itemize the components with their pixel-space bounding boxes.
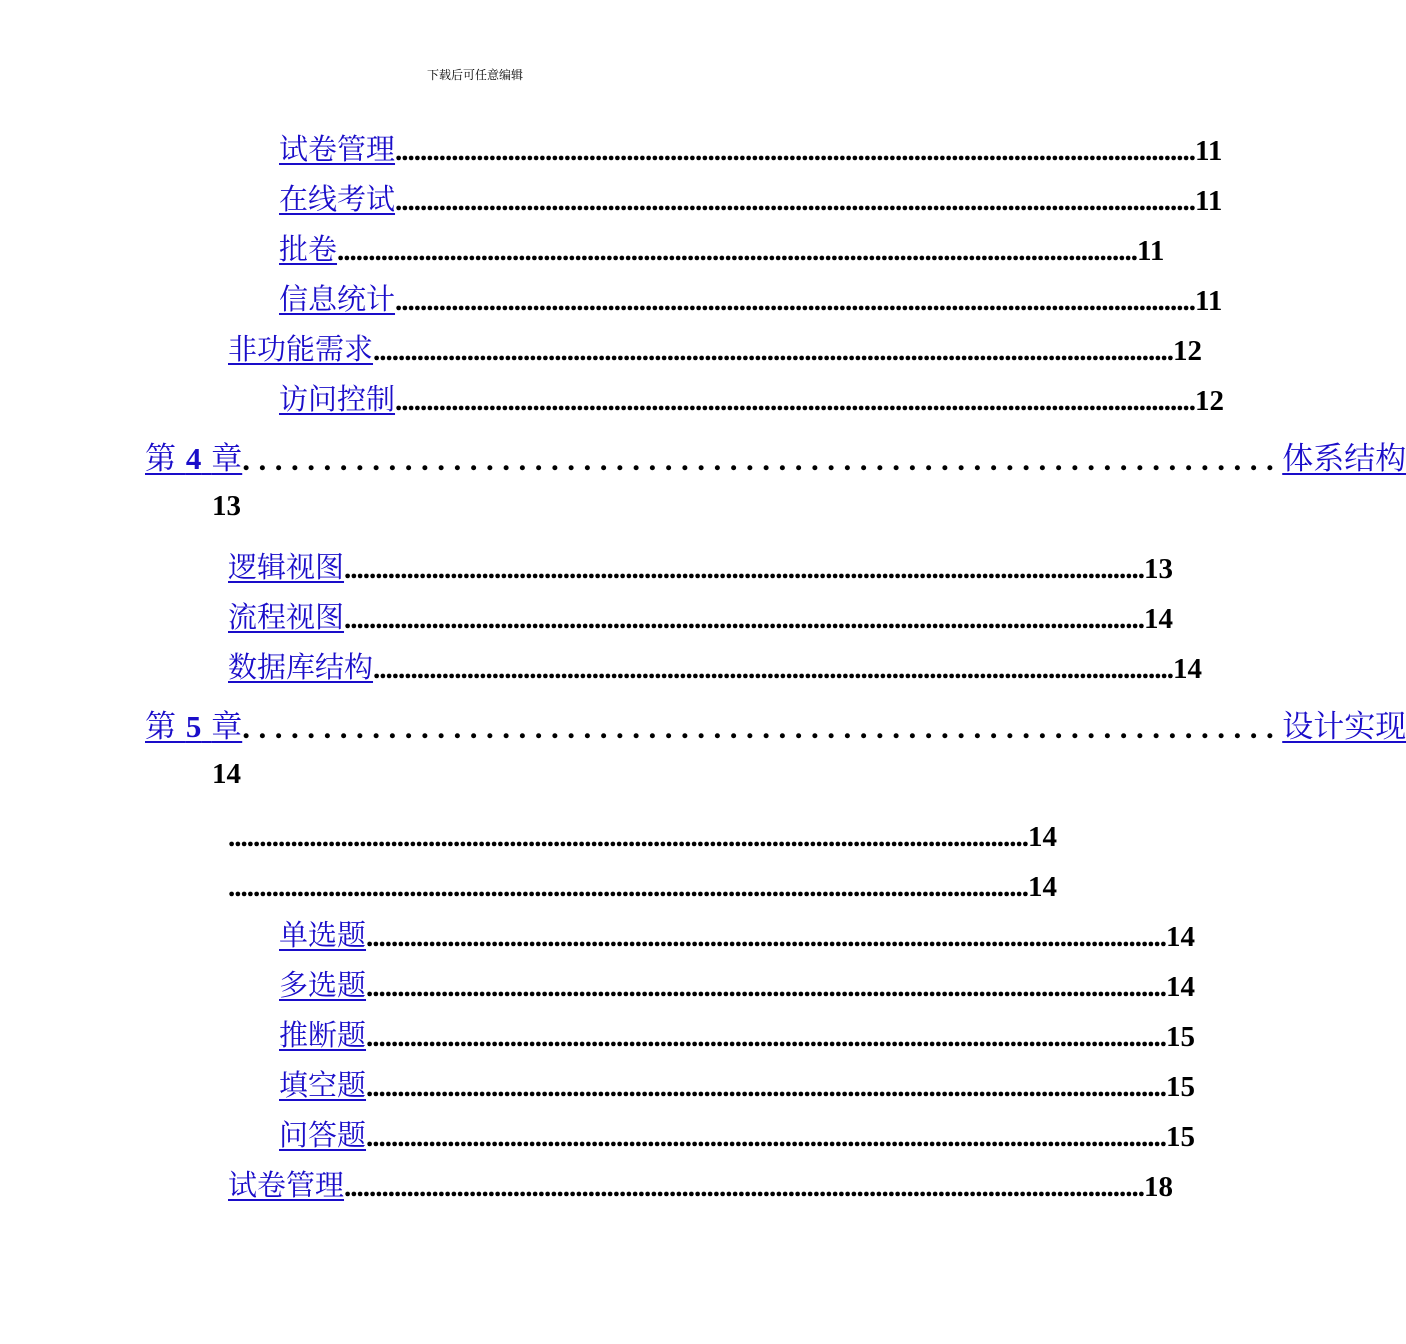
toc-page-number: 11 — [1195, 185, 1223, 217]
chapter-prefix: 第 — [145, 709, 176, 745]
toc-entry-title[interactable]: 逻辑视图 — [228, 550, 345, 584]
toc-chapter[interactable] — [145, 436, 1406, 478]
toc-page-number: 11 — [1195, 285, 1223, 317]
toc-entry[interactable] — [228, 814, 1057, 854]
toc-entry-title[interactable]: 单选题 — [279, 918, 367, 952]
toc-entry[interactable] — [279, 1014, 1196, 1054]
toc-page-number: 12 — [1195, 385, 1225, 417]
toc-entry[interactable] — [228, 596, 1174, 636]
toc-page-number: 11 — [1195, 135, 1223, 167]
toc-page-number: 15 — [1166, 1071, 1196, 1103]
toc-entry[interactable] — [279, 228, 1165, 268]
toc-entry-title[interactable]: 问答题 — [279, 1118, 367, 1152]
toc-leader-dots: ................................................................................................................................ — [344, 1171, 1145, 1203]
toc-leader-dots: ................................................................................................................................ — [373, 335, 1174, 367]
toc-leader-dots: ................................................................................................................................ — [395, 185, 1196, 217]
toc-entry-title[interactable]: 在线考试 — [279, 182, 396, 216]
page-header-note: 下载后可任意编辑 — [426, 68, 523, 82]
toc-entry-title[interactable]: 数据库结构 — [228, 650, 374, 684]
toc-chapter[interactable] — [145, 704, 1406, 746]
toc-entry-title[interactable]: 多选题 — [279, 968, 367, 1002]
toc-page-number: 15 — [1166, 1021, 1196, 1053]
toc-leader-dots: ................................................................................................................................ — [366, 1121, 1167, 1153]
toc-page-number: 14 — [1173, 653, 1203, 685]
toc-leader-dots: ................................................................................................................................ — [395, 285, 1196, 317]
toc-leader-dots: ................................................................................................................................ — [373, 653, 1174, 685]
toc-leader-dots: ................................................................................................................................ — [228, 871, 1028, 903]
toc-leader-dots: ................................................................................................................................ — [228, 821, 1028, 853]
toc-leader-dots: ................................................................................................................................ — [337, 235, 1138, 267]
toc-leader-dots: ................................................................................................................................ — [344, 603, 1145, 635]
toc-entry[interactable] — [228, 1164, 1174, 1204]
toc-entry-title[interactable]: 填空题 — [279, 1068, 367, 1102]
chapter-suffix: 章 — [211, 441, 243, 477]
toc-page-number: 14 — [1166, 921, 1196, 953]
toc-leader-dots: ................................................................ — [242, 710, 1283, 745]
toc-chapter-label[interactable] — [145, 701, 242, 746]
toc-chapter-label[interactable] — [145, 433, 242, 478]
toc-chapter-title[interactable]: 设计实现 — [1282, 709, 1406, 745]
toc-entry[interactable] — [279, 964, 1196, 1004]
toc-page-number: 12 — [1173, 335, 1203, 367]
toc-entry[interactable] — [279, 378, 1225, 418]
chapter-prefix: 第 — [145, 441, 176, 477]
toc-entry[interactable] — [228, 546, 1174, 586]
toc-chapter-page-number: 13 — [212, 490, 241, 522]
toc-leader-dots: ................................................................................................................................ — [366, 971, 1167, 1003]
toc-leader-dots: ................................................................................................................................ — [366, 1071, 1167, 1103]
toc-entry[interactable] — [279, 128, 1223, 168]
toc-entry-title[interactable]: 非功能需求 — [228, 332, 374, 366]
toc-entry[interactable] — [228, 864, 1057, 904]
toc-leader-dots: ................................................................................................................................ — [366, 1021, 1167, 1053]
toc-page-number: 15 — [1166, 1121, 1196, 1153]
toc-page-number: 18 — [1144, 1171, 1174, 1203]
toc-page-number: 14 — [1028, 871, 1057, 903]
toc-entry[interactable] — [279, 178, 1223, 218]
toc-entry-title[interactable]: 流程视图 — [228, 600, 345, 634]
toc-page-number: 11 — [1137, 235, 1165, 267]
toc-entry[interactable] — [279, 1064, 1196, 1104]
toc-entry[interactable] — [228, 328, 1203, 368]
chapter-number: 5 — [185, 709, 202, 744]
toc-entry-title[interactable]: 访问控制 — [279, 382, 396, 416]
toc-leader-dots: ................................................................ — [242, 442, 1283, 477]
toc-leader-dots: ................................................................................................................................ — [395, 135, 1196, 167]
toc-leader-dots: ................................................................................................................................ — [366, 921, 1167, 953]
toc-leader-dots: ................................................................................................................................ — [395, 385, 1196, 417]
toc-entry-title[interactable]: 推断题 — [279, 1018, 367, 1052]
toc-chapter-page-number: 14 — [212, 758, 241, 790]
toc-page-number: 14 — [1028, 821, 1057, 853]
toc-leader-dots: ................................................................................................................................ — [344, 553, 1145, 585]
toc-entry[interactable] — [279, 1114, 1196, 1154]
toc-entry[interactable] — [228, 646, 1203, 686]
chapter-number: 4 — [185, 441, 202, 476]
toc-entry-title[interactable]: 试卷管理 — [279, 132, 396, 166]
chapter-suffix: 章 — [211, 709, 243, 745]
toc-page-number: 13 — [1144, 553, 1174, 585]
toc-entry-title[interactable]: 试卷管理 — [228, 1168, 345, 1202]
toc-chapter-title[interactable]: 体系结构 — [1282, 441, 1406, 477]
toc-page-number: 14 — [1166, 971, 1196, 1003]
toc-entry[interactable] — [279, 278, 1223, 318]
toc-entry-title[interactable]: 信息统计 — [279, 282, 396, 316]
toc-page-number: 14 — [1144, 603, 1174, 635]
toc-entry[interactable] — [279, 914, 1196, 954]
toc-entry-title[interactable]: 批卷 — [279, 232, 338, 266]
